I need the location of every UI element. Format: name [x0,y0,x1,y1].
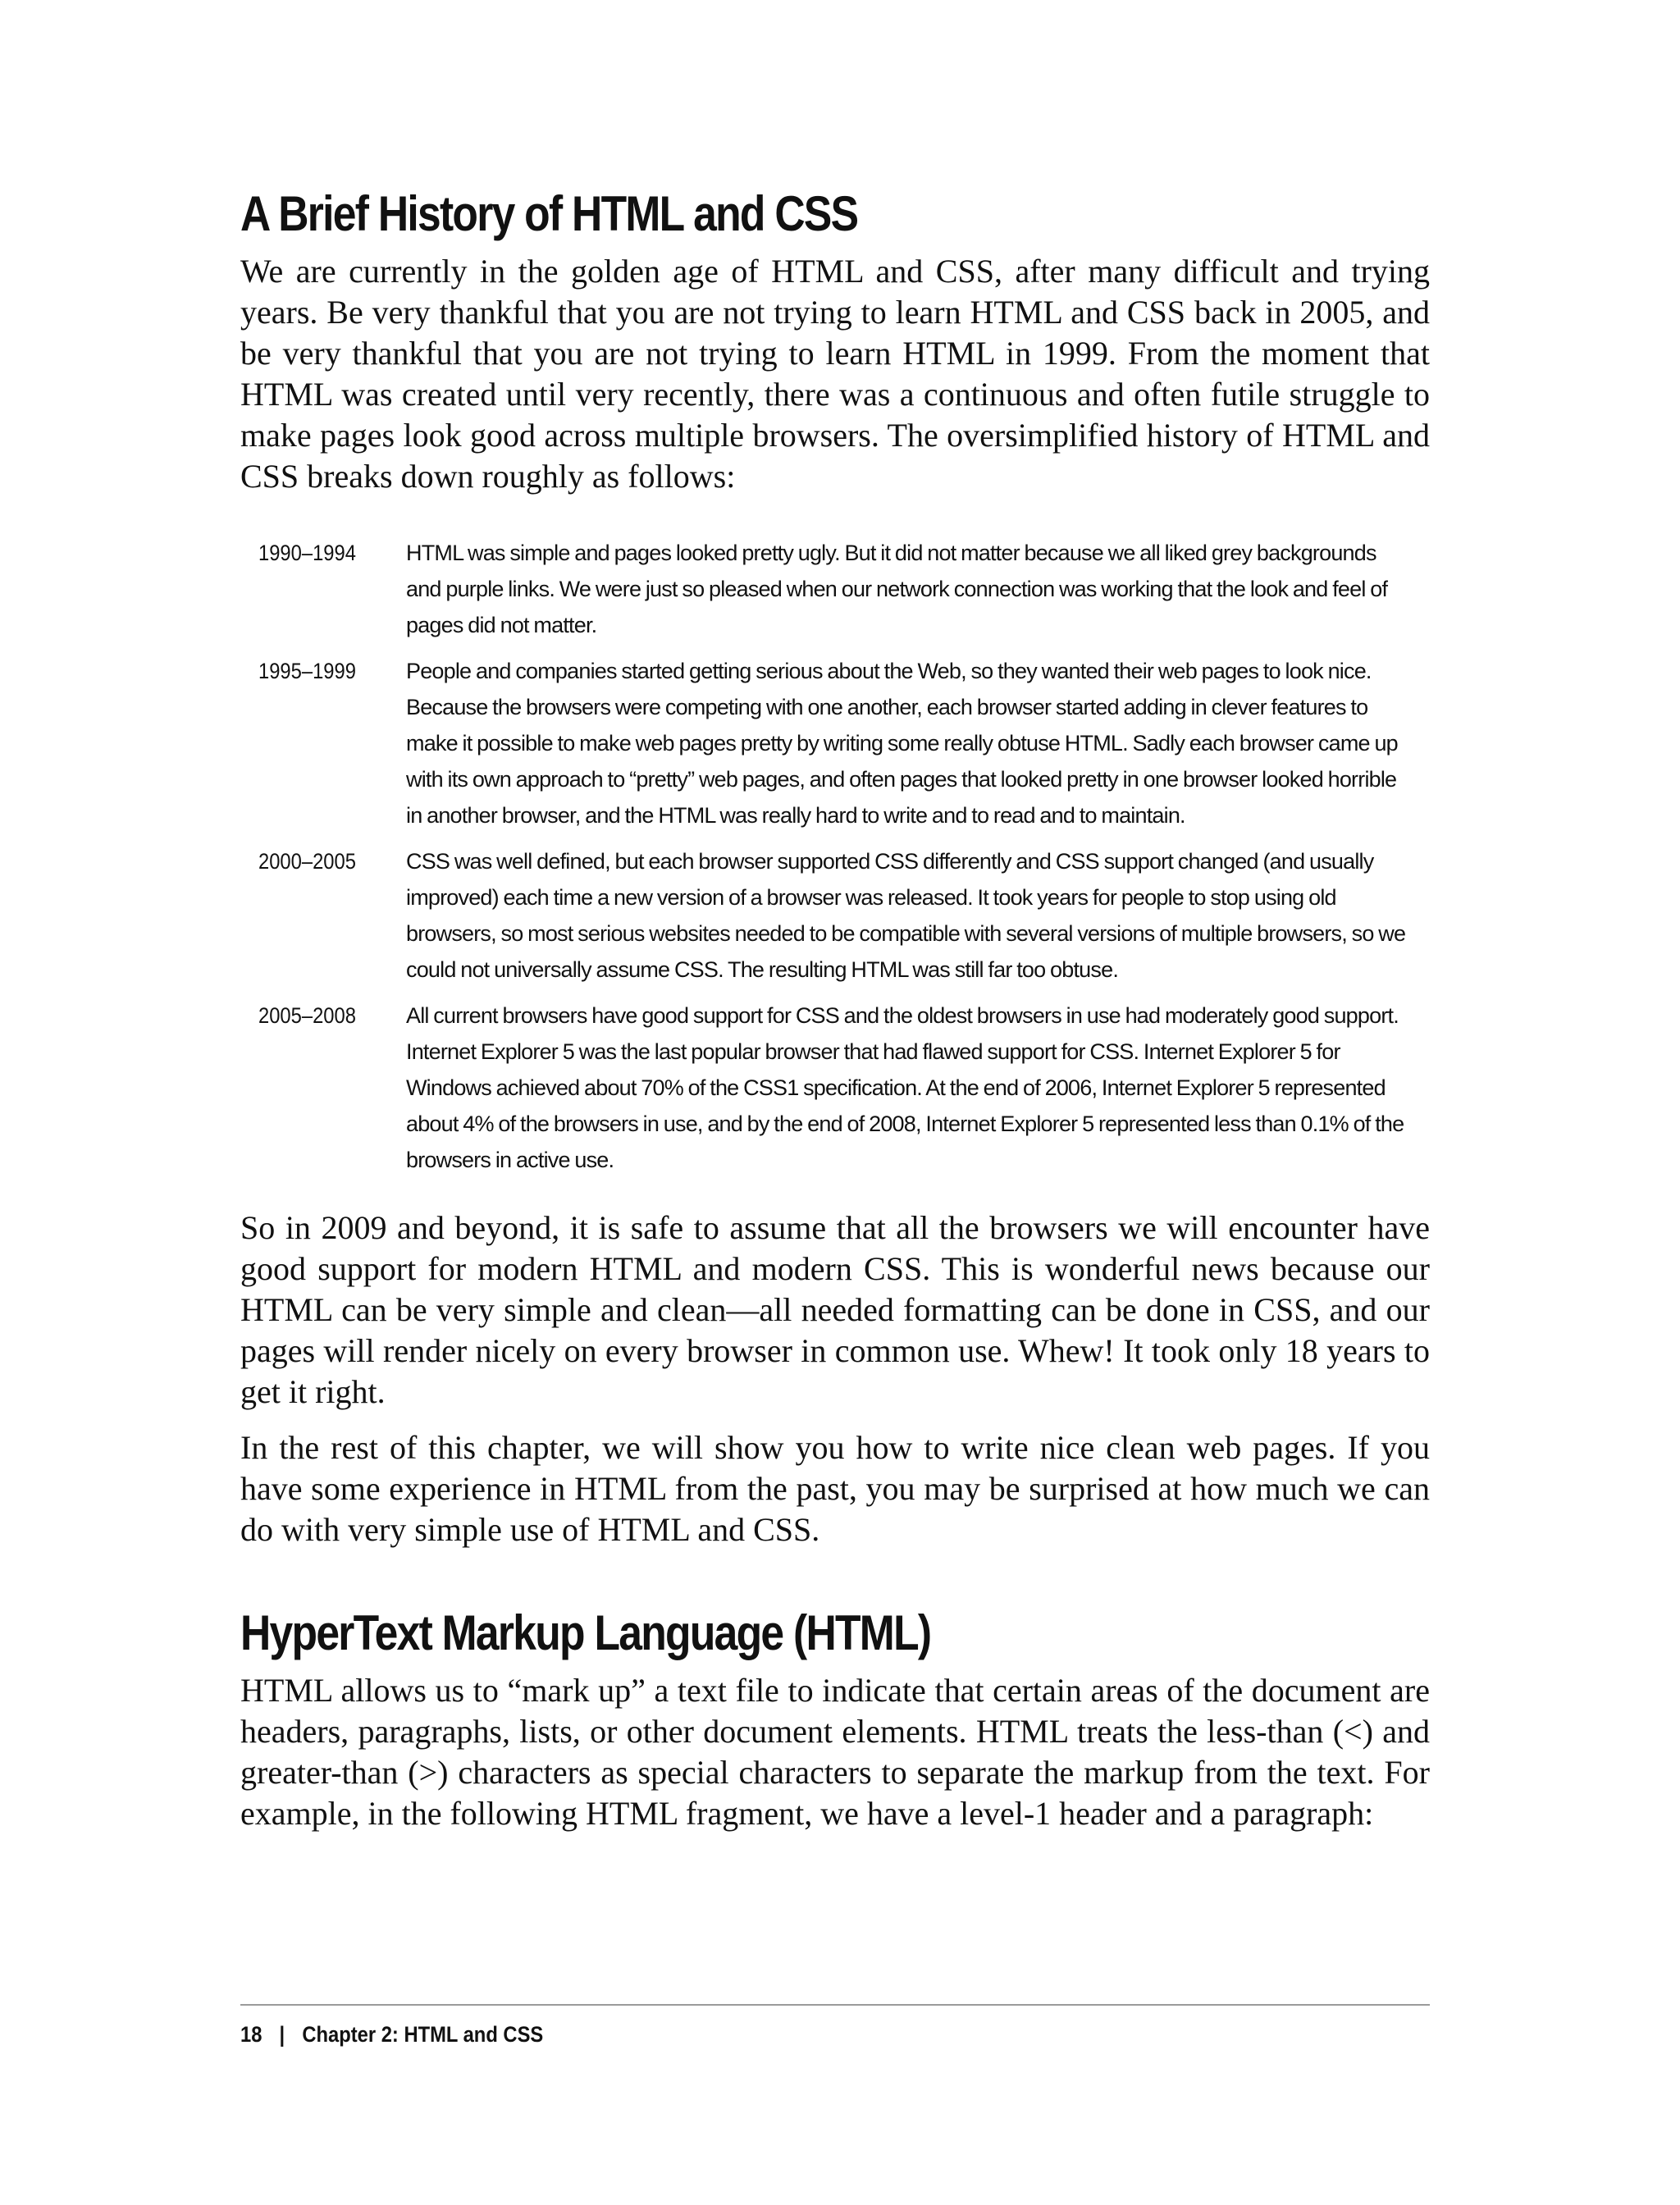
page-number: 18 [240,2022,262,2047]
history-years: 1990–1994 [258,541,356,565]
footer-separator: | [279,2022,285,2047]
intro-paragraph: We are currently in the golden age of HTML and CSS, after many difficult and trying years. Be very thankful that you are not trying to learn HTML and CSS back in 2005, and be very thankful that you are not trying to learn HTML in 1999. From the moment that HTML was created until very recently, there was a continuous and often futile struggle to make pages look good across multiple browsers. The oversimplified history of HTML and CSS breaks down roughly as follows: [240,253,1430,495]
chapter-preview-paragraph: In the rest of this chapter, we will show you how to write nice clean web pages. If you have some experience in HTML from the past, you may be surprised at how much we can do with very simple use of HTML and CSS. [240,1429,1430,1548]
history-entry [258,535,1430,643]
history-years: 2000–2005 [258,849,356,874]
footer-rule [240,2004,1430,2006]
history-description: All current browsers have good support for CSS and the oldest browsers in use had moderately good support. Internet Explorer 5 was the last popular browser that had flawed support for CSS. Internet Explorer 5 for Windows achieved about 70% of the CSS1 specification. At the end of 2006, Internet Explorer 5 represented about 4% of the browsers in use, and by the end of 2008, Internet Explorer 5 represented less than 0.1% of the browsers in active use. [406,1003,1404,1172]
history-entry [258,843,1430,988]
history-description: CSS was well defined, but each browser supported CSS differently and CSS support changed (and usually improved) each time a new version of a browser was released. It took years for people to stop using old browsers, so most serious websites needed to be compatible with several versions of multiple browsers, so we could not universally assume CSS. The resulting HTML was still far too obtuse. [406,849,1406,982]
history-entry [258,998,1430,1178]
section-spacer [240,1565,1430,1601]
history-years: 2005–2008 [258,1003,356,1028]
history-years: 1995–1999 [258,659,356,683]
summary-paragraph: So in 2009 and beyond, it is safe to assume that all the browsers we will encounter have good support for modern HTML and modern CSS. This is wonderful news because our HTML can be very simple and clean—all needed formatting can be done in CSS, and our pages will render nicely on every browser in common use. Whew! It took only 18 years to get it right. [240,1209,1430,1410]
history-description: People and companies started getting serious about the Web, so they wanted their web pages to look nice. Because the browsers were competing with one another, each browser started adding in clever features to make it possible to make web pages pretty by writing some really obtuse HTML. Sadly each browser came up with its own approach to “pretty” web pages, and often pages that looked pretty in one browser looked horrible in another browser, and the HTML was really hard to write and to read and to maintain. [406,659,1398,828]
page-footer [240,2020,543,2049]
section-heading-history: A Brief History of HTML and CSS [240,186,858,241]
chapter-title: Chapter 2: HTML and CSS [302,2022,544,2047]
history-description: HTML was simple and pages looked pretty ugly. But it did not matter because we all liked grey backgrounds and purple links. We were just so pleased when our network connection was working that the look and feel of pages did not matter. [406,541,1388,637]
history-entry [258,653,1430,833]
page-content [240,182,1430,1849]
history-list [258,535,1430,1178]
html-intro-paragraph: HTML allows us to “mark up” a text file to indicate that certain areas of the document are headers, paragraphs, lists, or other document elements. HTML treats the less-than (<) and greater-than (>) characters as special characters to separate the markup from the text. For example, in the following HTML fragment, we have a level-1 header and a paragraph: [240,1672,1430,1832]
section-heading-html: HyperText Markup Language (HTML) [240,1605,931,1660]
